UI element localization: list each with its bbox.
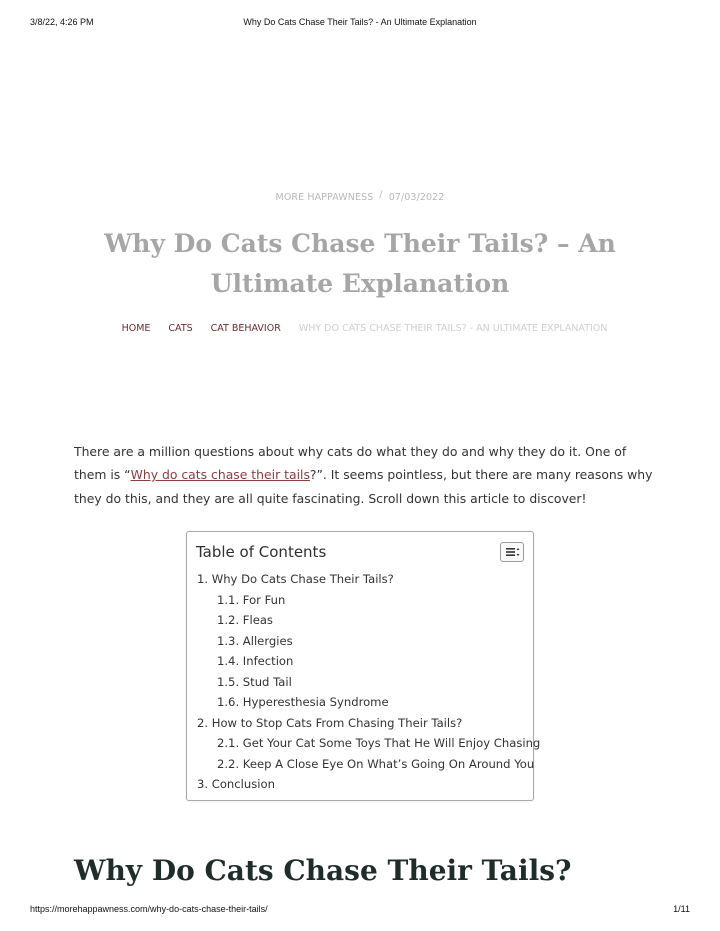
breadcrumb (0, 323, 720, 334)
toc-item[interactable]: 1.1. For Fun (217, 592, 286, 607)
post-date: 07/03/2022 (388, 192, 445, 203)
toc-item[interactable]: 1.5. Stud Tail (217, 674, 292, 689)
table-of-contents (186, 531, 541, 801)
toc-item[interactable]: 1.3. Allergies (217, 633, 293, 648)
toc-item[interactable]: 3. Conclusion (197, 777, 275, 791)
page-title: Why Do Cats Chase Their Tails? – An Ultimate Explanation (104, 229, 616, 298)
list-toggle-icon[interactable] (500, 542, 524, 562)
print-url: https://morehappawness.com/why-do-cats-chase-their-tails/ (30, 904, 268, 914)
toc-list (197, 569, 540, 795)
toc-item[interactable]: 2. How to Stop Cats From Chasing Their Tails? (197, 715, 463, 730)
toc-item[interactable]: 2.1. Get Your Cat Some Toys That He Will Enjoy Chasing (217, 736, 541, 750)
toc-item[interactable]: 1.2. Fleas (217, 613, 273, 627)
toc-item[interactable]: 1.6. Hyperesthesia Syndrome (217, 695, 389, 709)
toc-item[interactable]: 1.4. Infection (217, 654, 294, 668)
breadcrumb-current: WHY DO CATS CHASE THEIR TAILS? - AN ULTIMATE EXPLANATION (298, 323, 608, 334)
author-link[interactable]: MORE HAPPAWNESS (275, 192, 374, 203)
print-page-number: 1/11 (673, 904, 690, 914)
post-meta (0, 189, 720, 203)
breadcrumb-cat-behavior[interactable]: CAT BEHAVIOR (210, 323, 281, 334)
section-heading: Why Do Cats Chase Their Tails? (74, 854, 572, 887)
intro-text-before: There are a million questions about why cats do what they do and why they do it. One of them is “ (74, 444, 627, 483)
print-doc-title: Why Do Cats Chase Their Tails? - An Ultimate Explanation (243, 17, 477, 27)
toc-title: Table of Contents (196, 543, 327, 561)
breadcrumb-cats[interactable]: CATS (168, 323, 193, 334)
intro-paragraph (74, 440, 654, 510)
intro-text-after: ?”. It seems pointless, but there are many reasons why they do this, and they are all quite fascinating. Scroll down this article to discover! (74, 467, 653, 506)
list-toggle-glyph (501, 543, 523, 561)
meta-separator: / (379, 189, 383, 200)
breadcrumb-home[interactable]: HOME (121, 323, 151, 334)
print-date: 3/8/22, 4:26 PM (30, 17, 94, 27)
toc-item[interactable]: 2.2. Keep A Close Eye On What’s Going On Around You (217, 756, 535, 771)
intro-link[interactable]: Why do cats chase their tails (130, 467, 310, 483)
toc-item[interactable]: 1. Why Do Cats Chase Their Tails? (197, 572, 394, 586)
